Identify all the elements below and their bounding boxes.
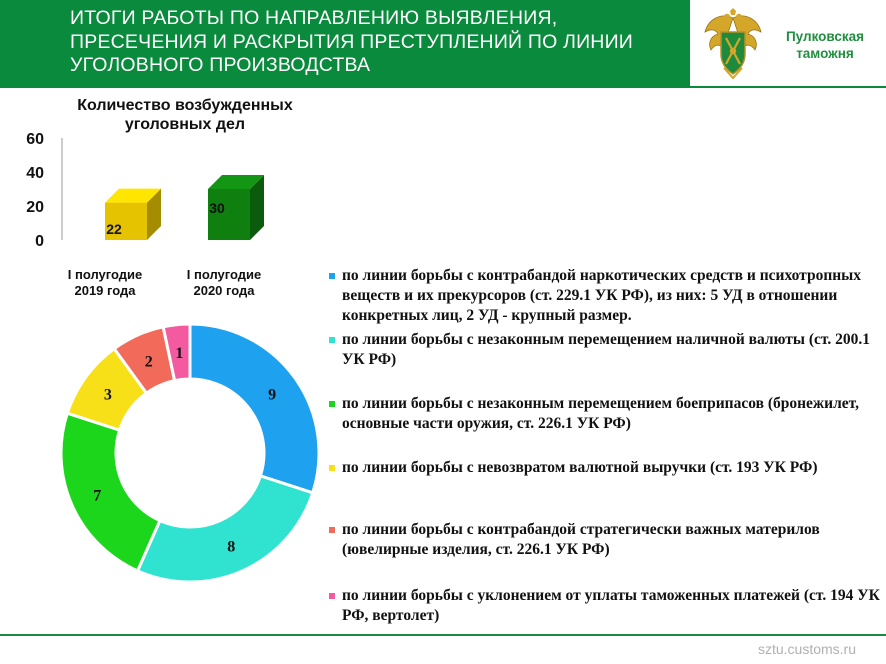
legend-bullet-icon <box>329 273 335 279</box>
legend-label: по линии борьбы с контрабандой наркотических средств и психотропных веществ и их прекурсоров (ст. 229.1 УК РФ), из них: 5 УД в отношении конкретных лиц, 2 УД - крупный размер. <box>342 267 862 324</box>
donut-slice-2 <box>138 476 313 582</box>
donut-slice-1 <box>190 324 319 493</box>
y-tick-label: 40 <box>26 165 44 182</box>
legend-bullet-icon <box>329 337 335 343</box>
bar-1 <box>105 189 161 240</box>
legend-label: по линии борьбы с уклонением от уплаты таможенных платежей (ст. 194 УК РФ, вертолет) <box>342 587 880 624</box>
footer-url: sztu.customs.ru <box>757 641 856 657</box>
page-title: ИТОГИ РАБОТЫ ПО НАПРАВЛЕНИЮ ВЫЯВЛЕНИЯ, ПРЕСЕЧЕНИЯ И РАСКРЫТИЯ ПРЕСТУПЛЕНИЙ ПО ЛИНИИ УГОЛОВНОГО ПРОИЗВОДСТВА <box>70 7 634 76</box>
bar-category-label: I полугодие 2020 года <box>186 267 262 298</box>
y-tick-label: 60 <box>26 131 44 148</box>
legend-bullet-icon <box>329 593 335 599</box>
legend-label: по линии борьбы с незаконным перемещением наличной валюты (ст. 200.1 УК РФ) <box>342 331 870 368</box>
donut-value-label: 1 <box>175 345 184 363</box>
donut-value-label: 2 <box>144 353 153 371</box>
footer <box>0 632 886 664</box>
legend-bullet-icon <box>329 465 335 471</box>
donut-chart <box>55 318 335 598</box>
header-banner <box>0 0 690 86</box>
legend-bullet-icon <box>329 401 335 407</box>
bar-chart-title: Количество возбужденных уголовных дел <box>77 97 293 133</box>
donut-slice-3 <box>61 413 160 571</box>
legend-item <box>327 266 882 326</box>
legend-label: по линии борьбы с контрабандой стратегически важных материлов (ювелирные изделия, ст. 226.1 УК РФ) <box>342 521 820 558</box>
legend-item <box>327 330 882 370</box>
legend-item <box>327 586 882 626</box>
legend-label: по линии борьбы с незаконным перемещением боеприпасов (бронежилет, основные части оружия, ст. 226.1 УК РФ) <box>342 395 859 432</box>
y-tick-label: 0 <box>35 233 44 250</box>
donut-value-label: 9 <box>268 386 277 404</box>
legend-item <box>327 458 882 478</box>
footer-divider <box>0 634 886 636</box>
legend-label: по линии борьбы с невозвратом валютной выручки (ст. 193 УК РФ) <box>342 459 818 476</box>
bar-2 <box>208 175 264 240</box>
legend-item <box>327 394 882 434</box>
customs-emblem-icon <box>702 8 764 80</box>
y-tick-label: 20 <box>26 199 44 216</box>
donut-value-label: 3 <box>103 386 112 404</box>
bar-value-label: 22 <box>106 221 122 237</box>
legend-item <box>327 520 882 560</box>
bar-chart <box>0 120 300 260</box>
donut-value-label: 7 <box>93 487 102 505</box>
bar-value-label: 30 <box>209 200 225 216</box>
bar-category-label: I полугодие 2019 года <box>67 267 143 298</box>
legend-bullet-icon <box>329 527 335 533</box>
donut-value-label: 8 <box>227 538 236 556</box>
organization-name: Пулковская таможня <box>785 29 865 61</box>
